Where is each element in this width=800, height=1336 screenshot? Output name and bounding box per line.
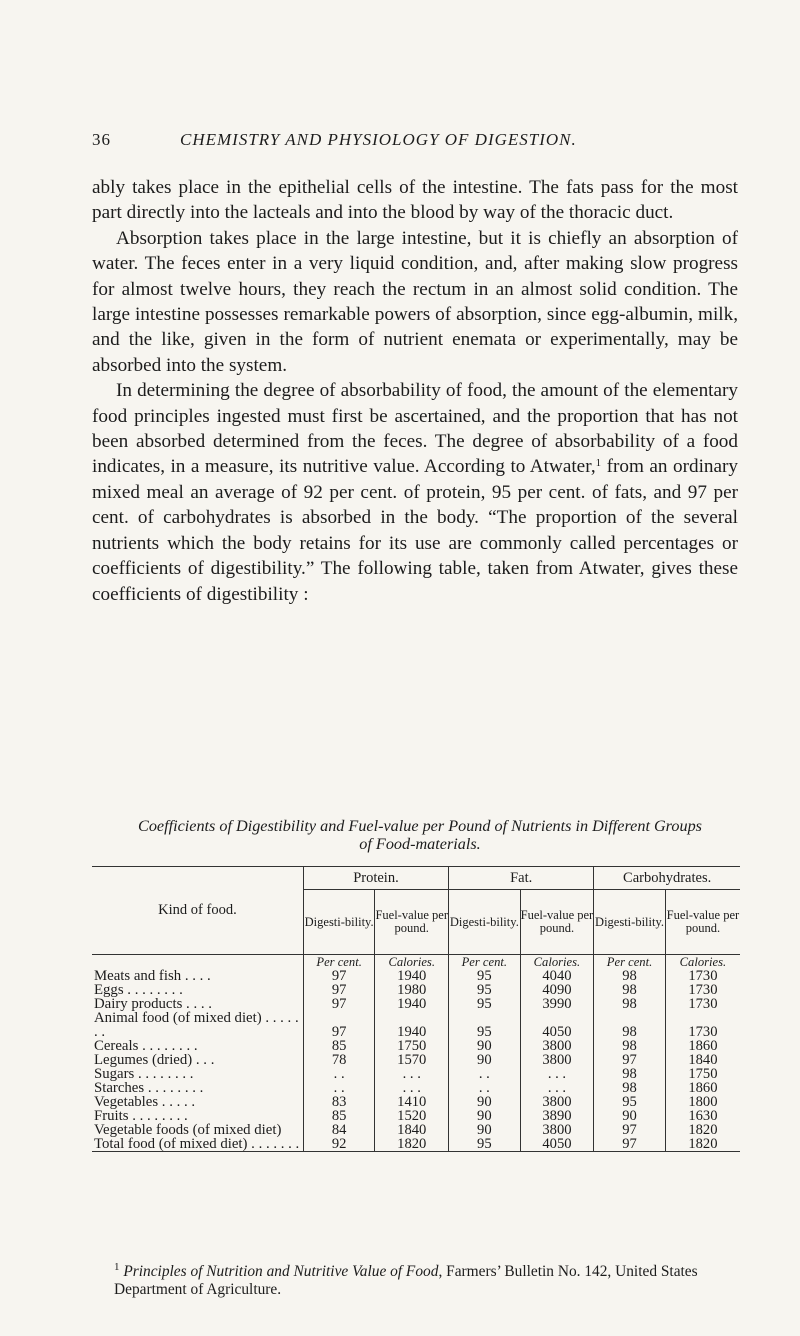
value-cell: 4050 xyxy=(520,1137,594,1152)
footnote-title: Principles of Nutrition and Nutritive Value of Food xyxy=(123,1263,439,1280)
value-cell: 90 xyxy=(449,1109,521,1123)
unit-label: Calories. xyxy=(520,955,594,970)
value-cell: 98 xyxy=(594,1081,666,1095)
table-row xyxy=(92,1067,740,1081)
table-row xyxy=(92,1137,740,1152)
table-row xyxy=(92,1011,740,1039)
value-cell: 3800 xyxy=(520,1123,594,1137)
value-cell: 1630 xyxy=(665,1109,740,1123)
value-cell: 1940 xyxy=(375,1011,449,1039)
paragraph-3-before-ref: In determining the degree of absorbability of food, the amount of the elementary food principles ingested must first be ascertained, and the proportion that has not been absorbed determined from the feces. The degree of absorbability of a food indicates, in a measure, its nutritive value. According to Atwater, xyxy=(92,380,738,478)
sub-header: Digesti-bility. xyxy=(303,890,375,955)
footnote-reference: 1 xyxy=(595,457,602,470)
value-cell: 95 xyxy=(449,969,521,983)
table-row xyxy=(92,1095,740,1109)
food-kind-cell: Fruits . . . . . . . . xyxy=(94,1108,188,1124)
value-cell: 98 xyxy=(594,1067,666,1081)
value-cell: 84 xyxy=(303,1123,375,1137)
value-cell: 1570 xyxy=(375,1053,449,1067)
page-number: 36 xyxy=(92,130,111,149)
table-group-header-row xyxy=(92,867,740,890)
unit-label: Per cent. xyxy=(594,955,666,970)
paragraph-2: Absorption takes place in the large intestine, but it is chiefly an absorption of water. The feces enter in a very liquid condition, and, after making slow progress for almost twelve hours, they reach the rectum in an almost solid condition. The large intestine possesses remarkable powers of absorption, since egg-albumin, milk, and the like, given in the form of nutrient enemata or experimentally, may be absorbed into the system. xyxy=(92,227,738,376)
food-kind-cell: Animal food (of mixed diet) . . . . . . . xyxy=(94,1010,299,1040)
value-cell: 95 xyxy=(449,1137,521,1152)
value-cell: 1940 xyxy=(375,997,449,1011)
footnote-mark: 1 xyxy=(114,1261,120,1273)
value-cell: 1730 xyxy=(665,969,740,983)
value-cell: 1860 xyxy=(665,1081,740,1095)
unit-label: Per cent. xyxy=(303,955,375,970)
value-cell: 95 xyxy=(449,1011,521,1039)
value-cell: 97 xyxy=(594,1053,666,1067)
protein-group-header: Protein. xyxy=(303,867,448,890)
unit-label: Calories. xyxy=(375,955,449,970)
value-cell: 90 xyxy=(449,1053,521,1067)
food-kind-cell: Dairy products . . . . xyxy=(94,996,212,1012)
table-row xyxy=(92,1039,740,1053)
value-cell: 1980 xyxy=(375,983,449,997)
units-row xyxy=(92,955,740,970)
carbohydrates-group-header: Carbohydrates. xyxy=(594,867,740,890)
value-cell: 98 xyxy=(594,1039,666,1053)
kind-of-food-header: Kind of food. xyxy=(92,867,303,955)
value-cell: 1840 xyxy=(665,1053,740,1067)
food-kind-cell: Sugars . . . . . . . . xyxy=(94,1066,194,1082)
table-row xyxy=(92,1123,740,1137)
value-cell: 98 xyxy=(594,1011,666,1039)
value-cell: 97 xyxy=(303,969,375,983)
table-row xyxy=(92,983,740,997)
value-cell: 3800 xyxy=(520,1039,594,1053)
value-cell: 98 xyxy=(594,969,666,983)
value-cell: 1820 xyxy=(665,1123,740,1137)
value-cell: 4040 xyxy=(520,969,594,983)
value-cell: . . xyxy=(449,1081,521,1095)
value-cell: 85 xyxy=(303,1109,375,1123)
value-cell: 4050 xyxy=(520,1011,594,1039)
value-cell: 1520 xyxy=(375,1109,449,1123)
value-cell: 1820 xyxy=(665,1137,740,1152)
food-kind-cell: Eggs . . . . . . . . xyxy=(94,982,183,998)
sub-header: Fuel-value per pound. xyxy=(665,890,740,955)
table-body xyxy=(92,969,740,1152)
value-cell: 1730 xyxy=(665,983,740,997)
value-cell: 98 xyxy=(594,983,666,997)
food-kind-cell: Vegetable foods (of mixed diet) xyxy=(94,1122,282,1138)
body-text xyxy=(92,175,738,607)
value-cell: 1940 xyxy=(375,969,449,983)
value-cell: 90 xyxy=(594,1109,666,1123)
value-cell: . . . xyxy=(375,1067,449,1081)
table-row xyxy=(92,1109,740,1123)
value-cell: . . . xyxy=(520,1081,594,1095)
value-cell: 3800 xyxy=(520,1095,594,1109)
value-cell: 3890 xyxy=(520,1109,594,1123)
value-cell: 95 xyxy=(594,1095,666,1109)
footnote xyxy=(92,1263,738,1299)
food-kind-cell: Starches . . . . . . . . xyxy=(94,1080,204,1096)
value-cell: 97 xyxy=(303,997,375,1011)
value-cell: 95 xyxy=(449,997,521,1011)
value-cell: 83 xyxy=(303,1095,375,1109)
value-cell: . . xyxy=(449,1067,521,1081)
food-kind-cell: Legumes (dried) . . . xyxy=(94,1052,215,1068)
value-cell: 1750 xyxy=(665,1067,740,1081)
food-kind-cell: Cereals . . . . . . . . xyxy=(94,1038,198,1054)
sub-header: Digesti-bility. xyxy=(449,890,521,955)
value-cell: 1730 xyxy=(665,1011,740,1039)
value-cell: . . . xyxy=(375,1081,449,1095)
value-cell: 1750 xyxy=(375,1039,449,1053)
paragraph-3 xyxy=(92,378,738,607)
value-cell: 1410 xyxy=(375,1095,449,1109)
food-kind-cell: Vegetables . . . . . xyxy=(94,1094,196,1110)
running-title: CHEMISTRY AND PHYSIOLOGY OF DIGESTION. xyxy=(180,130,577,149)
food-kind-cell: Meats and fish . . . . xyxy=(94,968,211,984)
paragraph-3-after-ref: from an ordinary mixed meal an average of 92 per cent. of protein, 95 per cent. of fats, and 97 per cent. of carbohydrates is absorbed in the body. “The proportion of the several nutrients which the body retains for its use are commonly called percentages or coefficients of digestibility.” The following table, taken from Atwater, gives these coefficients of digestibility : xyxy=(92,456,738,605)
value-cell: 98 xyxy=(594,997,666,1011)
value-cell: 97 xyxy=(594,1123,666,1137)
digestibility-table xyxy=(92,866,740,1152)
value-cell: 1820 xyxy=(375,1137,449,1152)
value-cell: . . xyxy=(303,1067,375,1081)
footnote-rest: , Farmers’ Bulletin No. 142, United States Department of Agriculture. xyxy=(114,1263,698,1298)
value-cell: 90 xyxy=(449,1123,521,1137)
value-cell: 92 xyxy=(303,1137,375,1152)
value-cell: 78 xyxy=(303,1053,375,1067)
table-caption: Coefficients of Digestibility and Fuel-value per Pound of Nutrients in Different Groups of Food-materials. xyxy=(138,817,702,853)
table-row xyxy=(92,969,740,983)
value-cell: 1860 xyxy=(665,1039,740,1053)
unit-label: Per cent. xyxy=(449,955,521,970)
value-cell: 1800 xyxy=(665,1095,740,1109)
unit-label: Calories. xyxy=(665,955,740,970)
sub-header: Fuel-value per pound. xyxy=(375,890,449,955)
value-cell: . . xyxy=(303,1081,375,1095)
sub-header: Digesti-bility. xyxy=(594,890,666,955)
value-cell: 90 xyxy=(449,1039,521,1053)
table-row xyxy=(92,1081,740,1095)
value-cell: 85 xyxy=(303,1039,375,1053)
value-cell: 1840 xyxy=(375,1123,449,1137)
table-row xyxy=(92,997,740,1011)
value-cell: 97 xyxy=(303,1011,375,1039)
fat-group-header: Fat. xyxy=(449,867,594,890)
paragraph-1: ably takes place in the epithelial cells of the intestine. The fats pass for the most part directly into the lacteals and into the blood by way of the thoracic duct. xyxy=(92,177,738,224)
value-cell: 3800 xyxy=(520,1053,594,1067)
food-kind-cell: Total food (of mixed diet) . . . . . . . xyxy=(92,1137,303,1152)
value-cell: 1730 xyxy=(665,997,740,1011)
value-cell: 90 xyxy=(449,1095,521,1109)
value-cell: . . . xyxy=(520,1067,594,1081)
value-cell: 4090 xyxy=(520,983,594,997)
table-row xyxy=(92,1053,740,1067)
value-cell: 3990 xyxy=(520,997,594,1011)
value-cell: 97 xyxy=(303,983,375,997)
value-cell: 95 xyxy=(449,983,521,997)
sub-header: Fuel-value per pound. xyxy=(520,890,594,955)
value-cell: 97 xyxy=(594,1137,666,1152)
